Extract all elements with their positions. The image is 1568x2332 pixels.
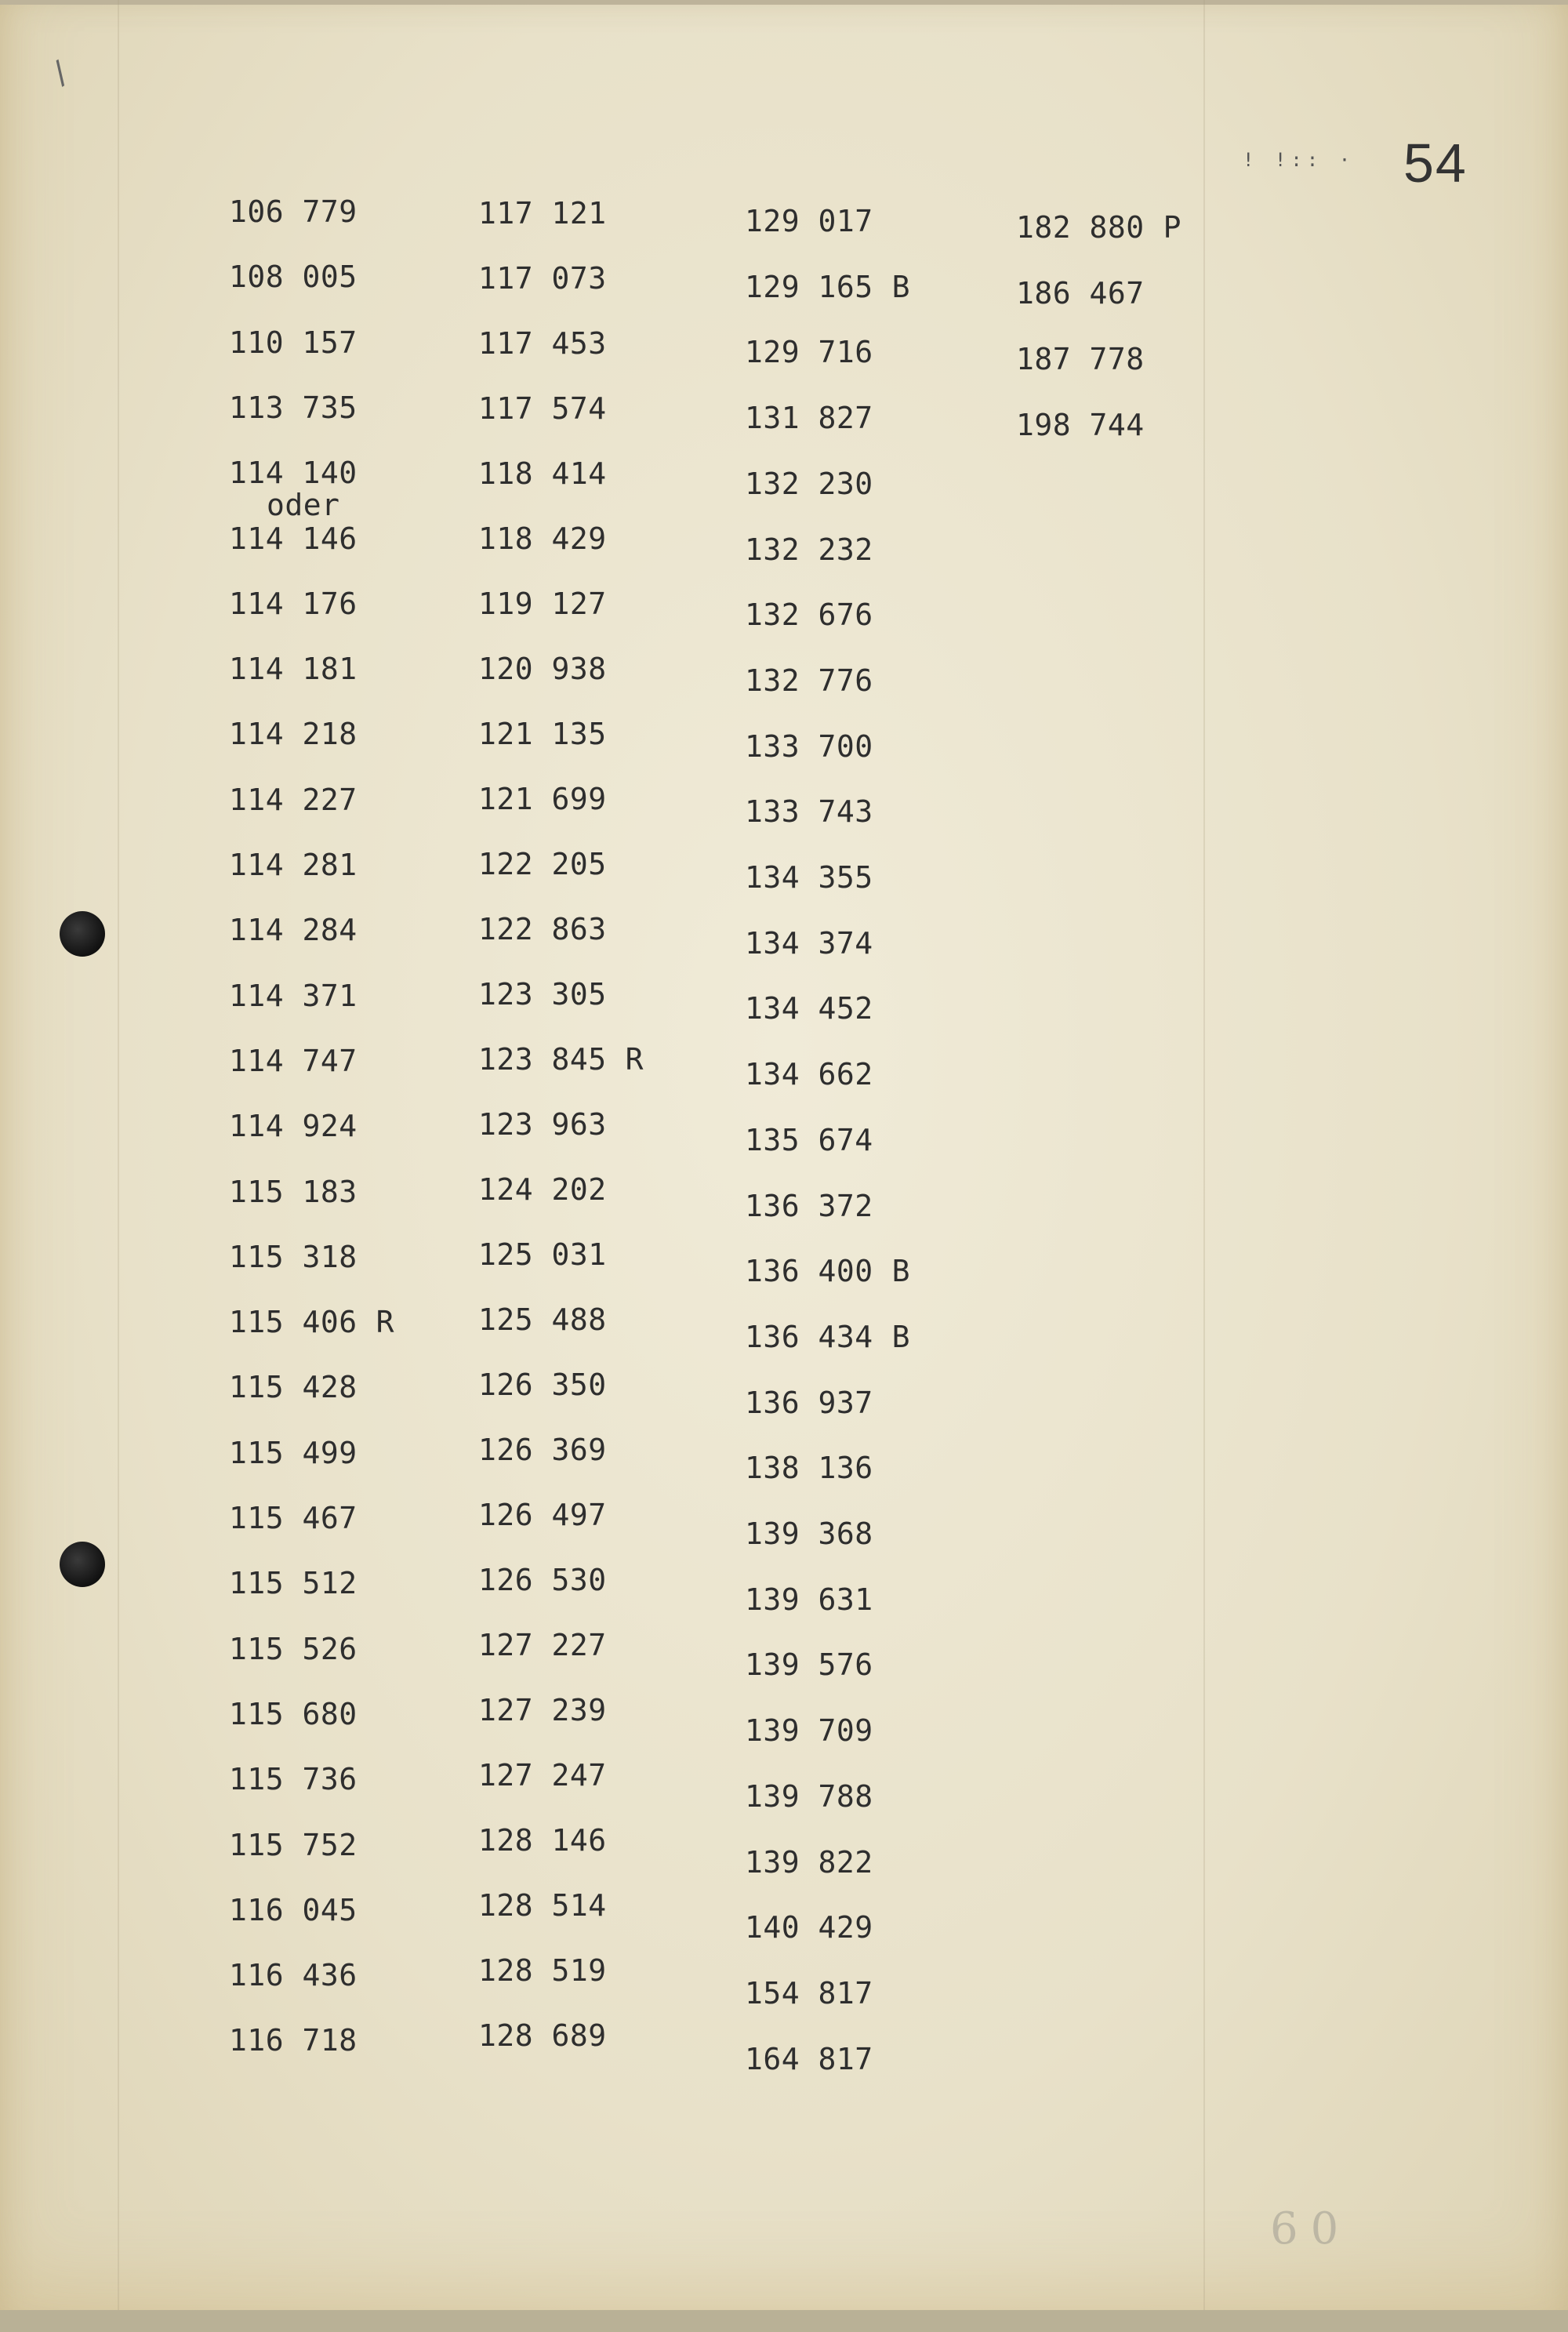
list-item (745, 794, 873, 830)
entry-number: 127 247 (478, 1758, 607, 1793)
list-item (478, 263, 607, 294)
entry-number: 115 752 (229, 1827, 358, 1862)
list-item (1016, 409, 1145, 441)
entry-number: 114 218 (229, 717, 358, 752)
entry-number: 135 674 (745, 1122, 873, 1157)
entry-number: 139 788 (745, 1778, 873, 1814)
page-number: 54 (1403, 133, 1468, 194)
list-item (745, 402, 873, 434)
list-item (745, 1124, 873, 1156)
entry-flag: P (1163, 210, 1182, 245)
entry-number: 128 146 (478, 1823, 607, 1858)
entry-number: 115 183 (229, 1174, 358, 1209)
entry-number: 186 467 (1016, 276, 1145, 311)
list-item (229, 1241, 358, 1273)
entry-number: 132 232 (745, 532, 873, 567)
list-item (745, 1059, 873, 1090)
entry-number: 136 372 (745, 1188, 873, 1223)
entry-number: 133 700 (745, 728, 873, 764)
list-item (229, 1306, 394, 1338)
entry-number: 134 662 (745, 1057, 873, 1092)
list-item (478, 1825, 607, 1856)
entry-number: 129 017 (745, 204, 873, 238)
list-item (745, 271, 910, 303)
entry-number: 115 526 (229, 1631, 358, 1666)
entry-number: 128 689 (478, 2018, 607, 2053)
list-item (229, 1437, 358, 1469)
list-item (478, 848, 607, 880)
entry-number: 129 716 (745, 335, 873, 370)
entry-number: 118 414 (478, 456, 607, 491)
entry-number: 117 121 (478, 196, 607, 231)
list-item (745, 1190, 873, 1222)
entry-flag: R (625, 1042, 644, 1077)
entry-number: 126 369 (478, 1433, 607, 1467)
list-item (229, 1698, 358, 1730)
list-item (478, 1044, 644, 1075)
punch-hole-lower (60, 1542, 105, 1587)
entry-flag: B (891, 269, 911, 304)
entry-number: 119 127 (478, 587, 607, 621)
list-item (478, 1499, 607, 1531)
list-item (745, 2043, 873, 2075)
entry-number: 116 718 (229, 2023, 358, 2058)
list-item (229, 392, 358, 423)
list-item (478, 523, 607, 554)
list-item (1016, 212, 1181, 243)
list-item (478, 1695, 607, 1726)
entry-number: 114 146 (229, 521, 358, 556)
entry-number: 114 176 (229, 586, 358, 621)
list-item (229, 653, 358, 685)
number-column-4 (1016, 0, 1298, 2332)
entry-number: 126 530 (478, 1563, 607, 1597)
list-item (745, 1321, 910, 1353)
entry-number: 139 822 (745, 1844, 873, 1880)
entry-number: 133 743 (745, 794, 873, 830)
list-item (478, 1890, 607, 1921)
entry-number: 118 429 (478, 521, 607, 556)
entry-number: 138 136 (745, 1451, 873, 1486)
entry-number: 164 817 (745, 2041, 873, 2076)
list-item (745, 534, 873, 565)
list-item (229, 327, 358, 358)
entry-number: 114 371 (229, 978, 358, 1013)
list-item (229, 260, 358, 295)
entry-number: 123 305 (478, 977, 607, 1012)
list-item (229, 196, 358, 227)
number-column-1 (229, 0, 511, 2332)
list-item (1016, 343, 1145, 375)
list-item (745, 1584, 873, 1615)
list-item (478, 1304, 607, 1335)
list-item (745, 1778, 873, 1814)
entry-number: 115 467 (229, 1501, 358, 1535)
page-bottom-edge (0, 2310, 1568, 2332)
number-column-3 (745, 0, 1027, 2332)
entry-number: 115 499 (229, 1435, 358, 1470)
entry-number: 127 239 (478, 1693, 607, 1727)
entry-number: 126 350 (478, 1368, 607, 1402)
list-item (478, 1239, 607, 1270)
list-item (745, 1255, 910, 1287)
entry-number: 122 863 (478, 912, 607, 946)
list-item (478, 1369, 607, 1400)
entry-number: 154 817 (745, 1975, 873, 2011)
list-item (229, 784, 358, 815)
entry-number: 134 355 (745, 860, 873, 895)
entry-number: 132 230 (745, 466, 873, 501)
entry-number: 126 497 (478, 1498, 607, 1532)
list-item (745, 1518, 873, 1549)
entry-note: oder (267, 488, 340, 523)
entry-number: 114 227 (229, 782, 358, 817)
entry-number: 128 519 (478, 1953, 607, 1988)
entry-number: 139 709 (745, 1713, 873, 1749)
list-item (229, 1894, 358, 1926)
entry-number: 134 374 (745, 925, 873, 961)
entry-flag: R (376, 1305, 395, 1340)
list-item (478, 1109, 607, 1140)
list-item (229, 1567, 358, 1599)
list-item (229, 849, 358, 881)
list-item (478, 979, 607, 1010)
entry-number: 121 699 (478, 782, 607, 816)
entry-number: 134 452 (745, 991, 873, 1026)
entry-number: 115 406 (229, 1305, 358, 1340)
entry-number: 136 937 (745, 1385, 873, 1420)
list-item (229, 1110, 358, 1142)
list-item (229, 914, 358, 946)
list-item (229, 1371, 358, 1403)
list-item (745, 1713, 873, 1749)
list-item (745, 336, 873, 368)
entry-number: 106 779 (229, 194, 358, 229)
entry-number: 198 744 (1016, 408, 1145, 442)
list-item (478, 914, 607, 945)
list-item (745, 1844, 873, 1880)
entry-number: 136 434 (745, 1319, 873, 1354)
list-item (745, 598, 873, 633)
list-item (478, 1434, 607, 1466)
entry-number: 114 181 (229, 652, 358, 687)
entry-number: 121 135 (478, 717, 607, 751)
entry-number: 131 827 (745, 401, 873, 436)
entry-number: 113 735 (229, 390, 358, 425)
entry-number: 140 429 (745, 1910, 873, 1945)
entry-number: 125 488 (478, 1302, 607, 1337)
entry-number: 132 776 (745, 663, 873, 698)
entry-number: 114 924 (229, 1109, 358, 1144)
entry-number: 115 512 (229, 1566, 358, 1601)
list-item (229, 1633, 358, 1665)
entry-number: 117 574 (478, 391, 607, 426)
entry-number: 139 576 (745, 1647, 873, 1683)
entry-number: 116 436 (229, 1958, 358, 1993)
stamp-marks: ! !:: · (1243, 149, 1356, 171)
entry-number: 114 747 (229, 1043, 358, 1078)
entry-number: 136 400 (745, 1254, 873, 1289)
list-item (478, 1760, 607, 1791)
list-item (745, 993, 873, 1024)
entry-number: 117 073 (478, 261, 607, 296)
entry-number: 182 880 (1016, 210, 1145, 245)
list-item (745, 468, 873, 499)
entry-number: 114 140 (229, 456, 358, 491)
entry-number: 115 318 (229, 1239, 358, 1274)
pencil-note: 60 (1270, 2203, 1352, 2254)
entry-number: 187 778 (1016, 342, 1145, 376)
list-item (478, 1955, 607, 1986)
list-item (229, 1502, 358, 1534)
list-item (478, 588, 607, 619)
entry-number: 125 031 (478, 1237, 607, 1272)
entry-number: 123 845 (478, 1042, 607, 1077)
entry-number: 110 157 (229, 325, 358, 360)
pencil-tick-mark: / (46, 54, 74, 92)
list-item (478, 718, 607, 750)
list-item (745, 1387, 873, 1418)
list-item (478, 198, 607, 229)
entry-number: 114 281 (229, 848, 358, 882)
list-item (478, 783, 607, 815)
entry-number: 132 676 (745, 598, 873, 633)
list-item (745, 665, 873, 696)
list-item (229, 1960, 358, 1991)
list-item (478, 1564, 607, 1596)
list-item (229, 588, 358, 619)
list-item (478, 2020, 607, 2051)
entry-number: 127 227 (478, 1628, 607, 1662)
entry-number: 116 045 (229, 1892, 358, 1927)
list-item (745, 205, 873, 237)
list-item (229, 2025, 358, 2056)
entry-number: 123 963 (478, 1107, 607, 1142)
list-item (745, 925, 873, 961)
entry-flag: B (891, 1254, 911, 1289)
entry-number: 115 680 (229, 1696, 358, 1731)
list-item (229, 523, 358, 554)
list-item (745, 1647, 873, 1683)
entry-number: 120 938 (478, 652, 607, 686)
entry-number: 117 453 (478, 326, 607, 361)
list-item (478, 1629, 607, 1661)
list-item (745, 862, 873, 893)
entry-number: 124 202 (478, 1172, 607, 1207)
entry-number: 108 005 (229, 260, 358, 295)
list-item (478, 393, 607, 424)
number-column-2 (478, 0, 760, 2332)
punch-hole-upper (60, 911, 105, 957)
entry-number: 128 514 (478, 1888, 607, 1923)
list-item (745, 1975, 873, 2011)
entry-number: 122 205 (478, 847, 607, 881)
list-item (229, 980, 358, 1012)
list-item (229, 1829, 358, 1861)
list-item (229, 457, 358, 521)
list-item (745, 1912, 873, 1943)
entry-number: 115 428 (229, 1370, 358, 1405)
entry-number: 139 368 (745, 1517, 873, 1551)
list-item (745, 1452, 873, 1484)
entry-flag: B (891, 1319, 911, 1354)
entry-number: 115 736 (229, 1762, 358, 1797)
list-item (478, 653, 607, 685)
list-item (478, 1174, 607, 1205)
list-item (1016, 278, 1145, 309)
list-item (478, 328, 607, 359)
list-item (745, 728, 873, 764)
list-item (229, 1045, 358, 1077)
list-item (229, 1764, 358, 1795)
paper-fold-line (118, 0, 119, 2332)
list-item (229, 1176, 358, 1208)
list-item (478, 458, 607, 489)
list-item (229, 718, 358, 750)
entry-number: 129 165 (745, 269, 873, 304)
entry-number: 114 284 (229, 913, 358, 948)
entry-number: 139 631 (745, 1582, 873, 1617)
